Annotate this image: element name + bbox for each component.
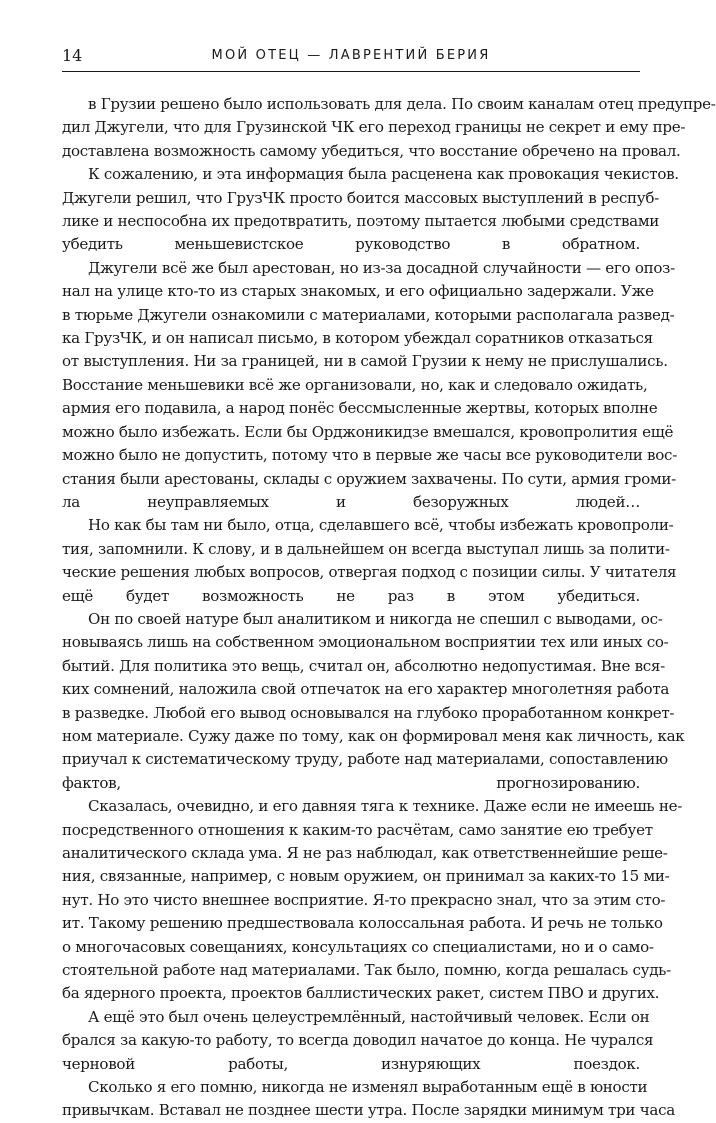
text-line: ещё будет возможность не раз в этом убедиться. [62,586,640,605]
text-line: стания были арестованы, склады с оружием захвачены. По сути, армия громи- [62,469,676,488]
paragraph [62,795,683,1006]
text-line: нал на улице кто-то из старых знакомых, и его официально задержали. Уже [62,282,654,301]
running-title: МОЙ ОТЕЦ — ЛАВРЕНТИЙ БЕРИЯ [211,48,491,63]
text-line: дил Джугели, что для Грузинской ЧК его переход границы не секрет и ему пре- [62,118,686,137]
paragraph [62,1006,654,1076]
paragraph [62,257,677,514]
text-line: ба ядерного проекта, проектов баллистических ракет, систем ПВО и других. [62,984,660,1003]
text-line: лике и неспособна их предотвратить, поэтому пытается любыми средствами [62,212,660,231]
text-line: К сожалению, и эта информация была расценена как провокация чекистов. [88,165,679,184]
text-line: о многочасовых совещаниях, консультациях со специалистами, но и о само- [62,937,654,956]
text-line: Восстание меньшевики всё же организовали, но, как и следовало ожидать, [62,375,648,394]
text-line: новываясь лишь на собственном эмоциональном восприятии тех или иных со- [62,633,669,652]
text-line: ит. Такому решению предшествовала колоссальная работа. И речь не только [62,914,663,933]
text-line: можно было избежать. Если бы Орджоникидзе вмешался, кровопролития ещё [62,422,674,441]
text-line: армия его подавила, а народ понёс бессмысленные жертвы, которых вполне [62,399,658,418]
text-line: приучал к систематическому труду, работе над материалами, сопоставлению [62,750,668,769]
page-number: 14 [62,46,83,65]
paragraph [62,514,677,608]
text-line: тия, запомнили. К слову, и в дальнейшем он всегда выступал лишь за полити- [62,539,670,558]
text-line: ка ГрузЧК, и он написал письмо, в котором убеждал соратников отказаться [62,329,653,348]
text-line: ном материале. Сужу даже по тому, как он формировал меня как личность, как [62,726,685,745]
text-line: Сколько я его помню, никогда не изменял выработанным ещё в юности [88,1078,648,1097]
header-rule [62,71,640,72]
text-line: Джугели всё же был арестован, но из-за досадной случайности — его опоз- [88,258,675,277]
body-text [62,93,716,1123]
text-line: в разведке. Любой его вывод основывался на глубоко проработанном конкрет- [62,703,675,722]
text-line: ких сомнений, наложила свой отпечаток на его характер многолетняя работа [62,680,670,699]
text-line: фактов, прогнозированию. [62,773,640,792]
text-line: аналитического склада ума. Я не раз наблюдал, как ответственнейшие реше- [62,844,668,862]
text-line: ла неуправляемых и безоружных людей… [62,492,640,511]
text-line: от выступления. Ни за границей, ни в самой Грузии к нему не прислушались. [62,352,668,371]
text-line: брался за какую-то работу, то всегда доводил начатое до конца. Не чурался [62,1031,654,1050]
text-line: Сказалась, очевидно, и его давняя тяга к технике. Даже если не имеешь не- [88,797,683,816]
paragraph [62,93,716,163]
text-line: привычкам. Вставал не позднее шести утра. После зарядки минимум три часа [62,1101,675,1120]
text-line: можно было не допустить, потому что в первые же часы все руководители вос- [62,446,677,465]
text-line: Джугели решил, что ГрузЧК просто боится массовых выступлений в респуб- [62,188,659,207]
paragraph [62,608,685,795]
paragraph [62,1076,675,1123]
text-line: в Грузии решено было использовать для дела. По своим каналам отец предупре- [88,95,716,113]
text-line: ческие решения любых вопросов, отвергая подход с позиции силы. У читателя [62,563,677,582]
text-line: Но как бы там ни было, отца, сделавшего всё, чтобы избежать кровопроли- [88,516,674,535]
text-line: посредственного отношения к каким-то расчётам, само занятие ею требует [62,820,653,839]
page-header [62,46,640,70]
text-line: ния, связанные, например, с новым оружием, он принимал за каких-то 15 ми- [62,867,670,886]
text-line: Он по своей натуре был аналитиком и никогда не спешил с выводами, ос- [88,609,663,628]
text-line: в тюрьме Джугели ознакомили с материалами, которыми располагала развед- [62,305,675,324]
text-line: доставлена возможность самому убедиться, что восстание обречено на провал. [62,141,681,160]
text-line: нут. Но это чисто внешнее восприятие. Я-то прекрасно знал, что за этим сто- [62,890,666,909]
text-line: стоятельной работе над материалами. Так было, помню, когда решалась судь- [62,961,671,980]
paragraph [62,163,679,257]
text-line: бытий. Для политика это вещь, считал он, абсолютно недопустимая. Вне вся- [62,656,665,675]
text-line: черновой работы, изнуряющих поездок. [62,1054,640,1073]
text-line: А ещё это был очень целеустремлённый, настойчивый человек. Если он [88,1007,650,1026]
text-line: убедить меньшевистское руководство в обратном. [62,235,640,254]
